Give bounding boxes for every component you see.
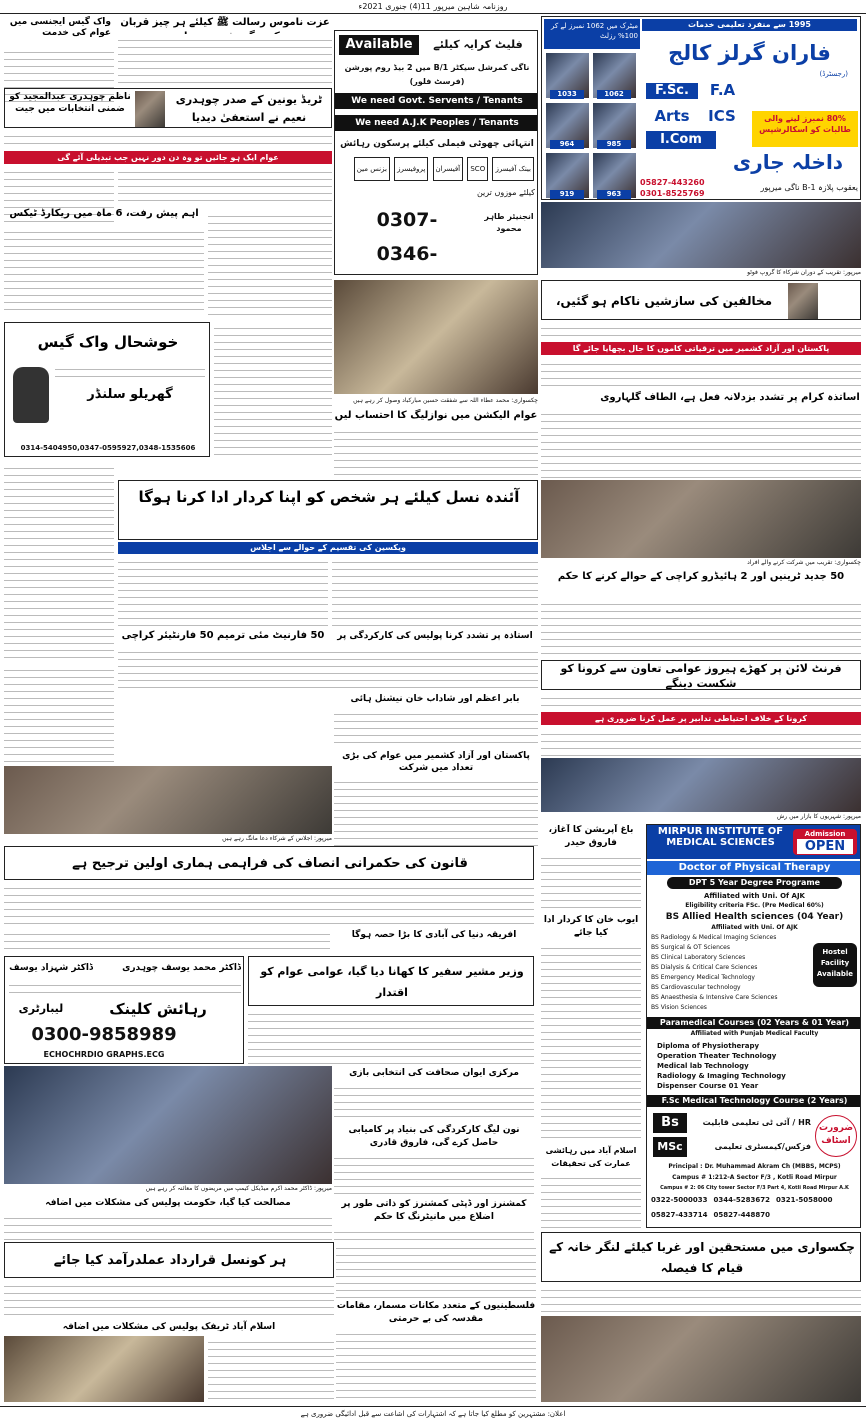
headline-h8: قانون کی حکمرانی انصاف کی فراہمی ہماری اولین ترجیح ہے — [72, 856, 468, 871]
headline-h10: ہر کونسل قرارداد عملدرآمد کیا جائے — [53, 1253, 287, 1268]
mims-admission — [793, 829, 857, 855]
mims-doctor: Doctor of Physical Therapy — [647, 861, 861, 875]
program-fsc: F.Sc. — [646, 83, 698, 99]
article-body-lines — [208, 210, 332, 320]
mims-msc-req: فزکس/کیمسٹری تعلیمی — [714, 1142, 811, 1151]
mims-principal: Principal : Dr. Muhammad Akram Ch (MBBS, MCPS) — [668, 1163, 841, 1170]
headline-h16: استاذہ پر تشدد کرنا پولیس کی کارکردگی پر — [337, 631, 533, 641]
rent-tags — [339, 157, 535, 183]
mims-fsc: F.Sc Medical Technology Course (2 Years) — [647, 1095, 861, 1107]
headline-h26: کمشنرز اور ڈپٹی کمشنرز کو ذاتی طور پر اضلاع میں مانیٹرنگ کا حکم — [341, 1199, 527, 1222]
article-body-lines — [208, 1336, 334, 1402]
news-photo-meeting — [541, 202, 861, 268]
college-reg: (رجسٹرڈ) — [819, 70, 848, 78]
article-body-lines — [55, 363, 205, 381]
article-body-lines — [4, 1212, 332, 1240]
mims-para-item: Radiology & Imaging Technology — [657, 1072, 786, 1080]
headline-h4: عوام الیکشن میں نوازلیگ کا احتساب لیں — [334, 410, 538, 421]
rent-contact-label: کیلئے موزوں ترین — [476, 188, 535, 197]
mims-phone: 05827-433714 — [651, 1211, 708, 1219]
headline-h20: بابر اعظم اور شاداب خان نیشنل ہائی — [350, 694, 520, 704]
gas-phones: 0314-5404950,0347-0595927,0348-1535606 — [20, 444, 196, 452]
score-badge: 985 — [597, 140, 631, 149]
clinic-lab: لیبارٹری — [18, 1002, 64, 1015]
news-photo-market — [4, 1066, 332, 1184]
caption-c1: چکسواری: محمد عطاء اللہ سے شفقت حسین مبارکباد وصول کر رہے ہیں — [353, 397, 538, 404]
college-phones — [640, 177, 720, 199]
footer: اعلان: مشتہرین کو مطلع کیا جاتا ہے کہ اشتہارات کی اشاعت سے قبل ادائیگی ضروری ہے — [0, 1406, 866, 1420]
article-body-lines — [334, 708, 538, 748]
college-phone: 0301-8525769 — [640, 189, 705, 198]
article-left-2 — [118, 16, 332, 86]
article-body-lines — [334, 426, 538, 478]
article-body-lines — [118, 646, 538, 692]
college-ad — [541, 16, 861, 200]
news-photo-crowd — [541, 758, 861, 812]
headline-box-h3 — [541, 280, 861, 320]
article-body-lines — [214, 322, 332, 457]
rent-need-govt: We need Govt. Servents / Tenants — [335, 93, 538, 109]
mims-para-item: Operation Theater Technology — [657, 1052, 777, 1060]
mims-para-title: Paramedical Courses (02 Years & 01 Year) — [647, 1017, 861, 1029]
mims-para-aff: Affiliated with Punjab Medical Faculty — [690, 1030, 819, 1037]
article-body-lines — [336, 1328, 536, 1402]
mims-campus: Campus # 1:212-A Sector F/3 , Kotli Road Mirpur — [672, 1174, 837, 1181]
headline-h24: ایوب خان کا کردار ادا کیا جائے — [543, 915, 639, 938]
score-badge: 964 — [550, 140, 584, 149]
headline-h5: آئندہ نسل کیلئے ہر شخص کو اپنا کردار ادا کرنا ہوگا — [138, 488, 520, 506]
mims-bs-item: BS Dialysis & Critical Care Sciences — [651, 964, 758, 971]
mims-para-item: Dispenser Course 01 Year — [657, 1082, 759, 1090]
headline-h1: عزت ناموس رسالت ﷺ کیلئے ہر چیز قربان — [120, 17, 330, 28]
rent-ad — [334, 30, 538, 275]
mims-bs-item: BS Radiology & Medical Imaging Sciences — [651, 934, 777, 941]
headline-h17: اہم پیش رفت، 6 ماہ میں ریکارڈ ٹیکس — [9, 208, 199, 219]
rent-title: فلیٹ کرایہ کیلئے — [433, 38, 523, 51]
mims-bs-item: BS Anaesthesia & Intensive Care Sciences — [651, 994, 778, 1001]
headline-h21: پاکستان اور آزاد کشمیر میں عوام کی بڑی تعداد میں شرکت — [342, 751, 530, 773]
rent-tag: بینک آفیسرز — [492, 157, 534, 181]
mims-phone: 05827-448870 — [713, 1211, 770, 1219]
headline-box-h2 — [4, 88, 332, 128]
article-body-lines — [4, 882, 534, 926]
headline-box-h8 — [4, 846, 534, 880]
caption-c6: چکسواری: تقریب میں شرکت کرنے والے افراد — [747, 559, 861, 566]
mirpur-medical-ad — [646, 824, 861, 1228]
article-body-lines — [248, 1008, 534, 1064]
headline-h23: باغ آپریشن کا آغاز، فاروق حیدر — [548, 825, 634, 848]
rent-tag: SCO — [467, 157, 488, 181]
news-photo-prayer — [4, 766, 332, 834]
headline-h22: اسلام آباد میں رہائشی عمارت کی تحقیقات — [545, 1146, 637, 1168]
article-body-lines — [4, 226, 204, 316]
headline-h11: چکسواری میں مستحقین اور غربا کیلئے لنگر خانہ کے قیام کا فیصلہ — [549, 1240, 855, 1275]
college-name: فاران گرلز کالج — [668, 41, 831, 65]
mims-phone: 0322-5000033 — [651, 1196, 708, 1204]
scholarship-line: 80% نمبرز لینے والی طالبات کو اسکالرشپس — [752, 111, 858, 147]
program-ics: ICS — [708, 107, 736, 125]
score-badge: 1033 — [550, 90, 584, 99]
article-body-lines — [4, 130, 332, 150]
rent-phone-1: 0307- — [376, 209, 438, 231]
red-bar-1: عوام ایک ہو جائیں تو وہ دن دور نہیں جب تبدیلی آئے گی — [4, 151, 332, 164]
article-heading: واک گیس ایجنسی میں عوام کی خدمت — [9, 17, 111, 38]
score-badge: 919 — [550, 190, 584, 199]
article-body-lines — [118, 34, 332, 84]
caption-c5: میرپور: ڈاکٹر محمد اکرم میڈیکل کیمپ میں مریضوں کا معائنہ کر رہے ہیں — [145, 1185, 332, 1192]
article-body-lines — [336, 1242, 536, 1298]
rent-phone-2: 0346- — [376, 243, 438, 265]
mims-bs-list — [651, 933, 811, 1013]
mims-para-item: Diploma of Physiotherapy — [657, 1042, 760, 1050]
caption-c3: میرپور: اجلاس کے شرکاء دعا مانگ رہے ہیں — [222, 835, 332, 842]
gas-ad — [4, 322, 210, 457]
headline-h2: ٹریڈ یونین کے صدر چوہدری نعیم نے استعفیٰ دیدیا — [175, 93, 323, 124]
headline-h3: مخالفین کی سازشیں ناکام ہو گئیں، — [555, 294, 773, 308]
article-body-lines — [541, 942, 641, 1142]
gas-cylinder-icon — [13, 367, 49, 423]
article-body-lines — [334, 776, 538, 846]
mims-msc-label: MSc — [653, 1137, 687, 1157]
gas-title: خوشحال واک گیس — [37, 333, 179, 351]
score-badge: 963 — [597, 190, 631, 199]
mims-hr: HR / آئی ٹی تعلیمی قابلیت — [702, 1118, 811, 1127]
article-body-lines — [118, 556, 328, 626]
article-body-lines — [4, 1280, 334, 1320]
mims-bs-item: BS Vision Sciences — [651, 1004, 707, 1011]
headline-h27: افریقہ دنیا کی آبادی کا بڑا حصہ ہوگا — [351, 930, 517, 940]
headline-h13: اسلام آباد ٹریفک پولیس کی مشکلات میں اضافہ — [62, 1322, 276, 1332]
article-body-lines — [334, 1226, 534, 1240]
headline-h28: مرکزی ایوان صحافت کی انتخابی بازی — [349, 1068, 519, 1078]
mims-affiliated: Affiliated with Uni. Of AJK — [704, 892, 805, 900]
mims-bs-item: BS Surgical & OT Sciences — [651, 944, 730, 951]
headline-h18: ناظم چوہدری عبدالمجید کو ضمنی انتخابات میں جیت — [9, 92, 131, 114]
headline-box-h10 — [4, 1242, 334, 1278]
article-text — [4, 16, 114, 43]
mims-bs-label: Bs — [653, 1113, 687, 1133]
college-result-line: میٹرک میں 1062 نمبرز لے کر 100% رزلٹ — [544, 19, 640, 49]
caption-c2: میرپور: تقریب کے دوران شرکاء کا گروپ فوٹو — [747, 269, 861, 276]
rent-subtitle: ناگی کمرشل سیکٹر B/1 میں 2 بیڈ روم پورشن (فرسٹ فلور) — [344, 63, 530, 86]
headline-box-h11 — [541, 1232, 861, 1282]
program-icom: I.Com — [646, 131, 716, 149]
article-body-lines — [541, 728, 861, 756]
mims-admission-label: Admission — [804, 830, 846, 838]
mims-title: MIRPUR INSTITUTE OF MEDICAL SCIENCES — [647, 825, 861, 859]
clinic-echo: ECHOCHRDIO GRAPHS.ECG — [43, 1050, 165, 1059]
news-photo-bottom-left — [4, 1336, 204, 1402]
article-body-lines — [4, 928, 330, 952]
article-body-lines — [541, 358, 861, 388]
student-photo-grid — [546, 53, 636, 199]
article-body-lines — [334, 1082, 534, 1122]
headline-h14: مصالحت کیا گیا، حکومت پولیس کی مشکلات میں اضافہ — [45, 1198, 291, 1208]
news-photo-handshake — [334, 280, 538, 394]
headline-h25: نون لیگ کارکردگی کی بنیاد پر کامیابی حاصل کرے گی، فاروق قادری — [348, 1125, 520, 1148]
mims-dpt: DPT 5 Year Degree Programe — [667, 877, 842, 889]
masthead — [0, 0, 866, 14]
rent-contact-name: انجنیئر طاہر محمود — [484, 212, 534, 233]
clinic-doctor-2: ڈاکٹر شہزاد یوسف — [9, 963, 93, 973]
article-body-lines — [541, 852, 641, 912]
rent-tag: آفیسران — [433, 157, 464, 181]
rent-available: Available — [339, 35, 419, 55]
college-address: یعقوب پلازہ B-1 ناگی میرپور — [760, 183, 858, 192]
mims-eligibility: Eligibility criteria FSc. (Pre Medical 60%) — [685, 902, 824, 909]
program-arts: Arts — [654, 107, 690, 125]
mims-bs-title: BS Allied Health sciences (04 Year) — [665, 912, 844, 922]
mims-phone: 0321-5058000 — [775, 1196, 833, 1204]
mims-staff: ضرورت اسٹاف — [815, 1115, 857, 1157]
article-body-lines — [4, 462, 114, 662]
clinic-ad — [4, 956, 244, 1064]
article-body-lines — [4, 664, 114, 764]
rent-tag: بزنس مین — [354, 157, 390, 181]
mims-campus-2: Campus # 2: 06 City tower Sector F/3 Part 4, Kotli Road Mirpur A.K — [660, 1185, 849, 1191]
college-year-line: 1995 سے منفرد تعلیمی خدمات — [642, 19, 857, 31]
article-body-lines — [541, 1172, 641, 1228]
portrait-photo — [135, 91, 165, 127]
rent-need-ajk: We need A.J.K Peoples / Tenants — [335, 115, 538, 131]
article-body-lines — [541, 408, 861, 478]
headline-h7: 50 فارنیٹ مئی ترمیم 50 فارنٹیئر کراچی — [121, 630, 325, 641]
admission-open: داخلہ جاری — [732, 150, 844, 174]
headline-box-h5 — [118, 480, 538, 540]
red-bar-3: کرونا کے خلاف احتیاطی تدابیر پر عمل کرنا ضروری ہے — [541, 712, 861, 725]
mims-para-list — [657, 1041, 857, 1093]
clinic-name: رہائش کلینک — [109, 1000, 207, 1018]
caption-c4: میرپور: شہریوں کا بازار میں رش — [776, 813, 861, 820]
article-body-lines — [541, 598, 861, 658]
headline-h9: وزیر مشیر سفیر کا کھانا دیا گیا، عوامی عوام کو اقتدار — [260, 965, 524, 999]
mims-bs-aff: Affiliated with Uni. Of AJK — [711, 924, 798, 931]
mims-bs-item: BS Emergency Medical Technology — [651, 974, 755, 981]
news-photo-bottom-right — [541, 1316, 861, 1402]
mims-phone: 0344-5283672 — [713, 1196, 770, 1204]
article-body-lines — [9, 979, 241, 995]
score-badge: 1062 — [597, 90, 631, 99]
clinic-doctor-1: ڈاکٹر محمد یوسف چوہدری — [122, 963, 241, 973]
mims-para-item: Medical lab Technology — [657, 1062, 749, 1070]
college-phone: 05827-443260 — [640, 178, 705, 187]
article-body-lines — [541, 692, 861, 710]
article-body-lines — [332, 556, 538, 626]
article-body-lines — [118, 166, 332, 206]
mims-phones — [651, 1195, 858, 1225]
headline-box-h9 — [248, 956, 534, 1006]
masthead-text: روزنامہ شاہین میرپور 11(4) جنوری 2021ء — [358, 2, 508, 11]
program-fa: F.A — [709, 81, 736, 99]
news-photo-gathering — [541, 480, 861, 558]
headline-h6: اساتذہ کرام پر تشدد بزدلانہ فعل ہے، الطاف گلہاروی — [600, 392, 860, 403]
headline-h12: فرنٹ لائن پر کھڑے ہیروز عوامی تعاون سے کرونا کو شکست دینگے — [541, 660, 861, 690]
rent-note: انتہائی چھوٹی فیملی کیلئے پرسکون رہائش — [340, 139, 534, 149]
clinic-phone: 0300-9858989 — [31, 1024, 177, 1045]
gas-product: گھریلو سلنڈر — [87, 387, 173, 402]
red-bar-2: پاکستان اور آزاد کشمیر میں ترقیاتی کاموں کا جال بچھایا جائے گا — [541, 342, 861, 355]
mims-bs-item: BS Clinical Laboratory Sciences — [651, 954, 746, 961]
article-body-lines — [541, 1284, 861, 1314]
mims-hostel: Hostel Facility Available — [813, 943, 857, 987]
headline-h19: 50 جدید ٹرینیں اور 2 ہائیڈرو کراچی کے حوالے کرنے کا حکم — [557, 571, 845, 582]
headline-h15: فلسطینیوں کے متعدد مکانات مسمار، مقامات مقدسہ کی بے حرمتی — [336, 1301, 536, 1324]
mims-open-label: OPEN — [797, 839, 853, 854]
rent-tag: پروفیسرز — [394, 157, 428, 181]
article-body-lines — [334, 1152, 534, 1196]
portrait-photo — [788, 283, 818, 319]
article-body-lines — [541, 322, 861, 340]
mims-bs-item: BS Cardiovascular technology — [651, 984, 741, 991]
blue-bar: ویکسین کی تقسیم کے حوالے سے اجلاس — [118, 542, 538, 554]
